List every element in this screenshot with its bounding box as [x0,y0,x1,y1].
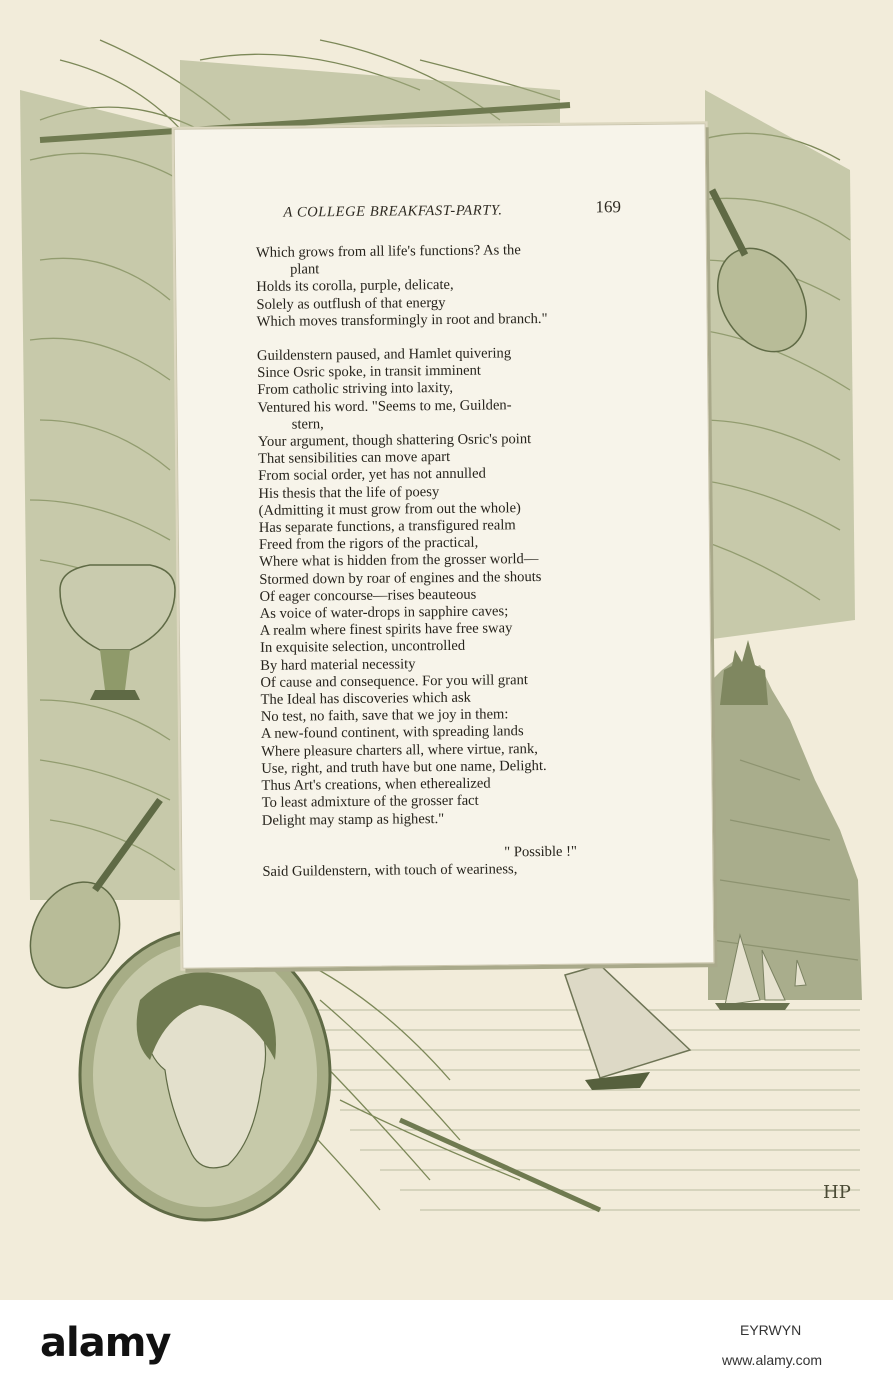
verse-line: Of eager concourse—rises beauteous [259,586,477,605]
engraver-monogram: HP [823,1182,851,1203]
text-panel [174,123,715,969]
site-url[interactable]: www.alamy.com [722,1352,823,1368]
verse-line: Where what is hidden from the grosser world— [259,551,539,571]
verse-line: Solely as outflush of that energy [256,294,446,313]
verse-line: plant [290,261,320,278]
verse-line: (Admitting it must grow from out the whole) [258,500,521,519]
verse-line: Of cause and consequence. For you will grant [260,672,528,691]
verse-line: A new-found continent, with spreading lands [260,723,524,743]
castle-on-cliff-illustration [708,640,862,1000]
verse-line: Delight may stamp as highest." [261,810,445,829]
verse-line: Said Guildenstern, with touch of weariness, [262,861,518,880]
verse-line: Where pleasure charters all, where virtue, rank, [261,740,538,760]
verse-line: A realm where finest spirits have free sway [259,620,513,640]
verse-line: To least admixture of the grosser fact [261,792,479,812]
verse-line: Which grows from all life's functions? As the [255,242,521,261]
verse-line: Use, right, and truth have but one name, Delight. [261,757,547,777]
verse-line: " Possible !" [504,843,578,861]
running-head: A COLLEGE BREAKFAST-PARTY. [283,202,503,221]
verse-line: By hard material necessity [260,655,416,674]
verse-line: His thesis that the life of poesy [258,483,440,502]
image-id: EYRWYN [740,1322,802,1338]
verse-line: That sensibilities can move apart [257,449,451,468]
verse-line: Ventured his word. "Seems to me, Guilden- [257,396,512,416]
verse-line: From social order, yet has not annulled [258,465,486,485]
verse-line: Has separate functions, a transfigured realm [258,517,516,536]
verse-line: Stormed down by roar of engines and the shouts [259,568,542,588]
verse-line: Thus Art's creations, when etherealized [261,775,491,795]
verse-line: Freed from the rigors of the practical, [258,534,479,554]
verse-line: No test, no faith, save that we joy in them: [260,706,509,726]
alamy-logo[interactable]: alamy [40,1320,171,1366]
verse-line: As voice of water-drops in sapphire caves; [259,603,509,622]
verse-line: The Ideal has discoveries which ask [260,689,472,709]
verse-line: In exquisite selection, uncontrolled [259,638,466,657]
verse-line: Holds its corolla, purple, delicate, [256,277,454,296]
verse-text [256,241,653,881]
verse-line: Your argument, though shattering Osric's point [257,431,532,450]
sea-water [300,1010,860,1210]
verse-line: stern, [291,416,324,433]
woman-portrait-medallion [80,930,330,1220]
page-number: 169 [595,197,622,217]
verse-line: Since Osric spoke, in transit imminent [257,362,482,382]
verse-line: Guildenstern paused, and Hamlet quivering [256,345,512,364]
verse-line: Which moves transformingly in root and branch." [256,310,548,330]
verse-line: From catholic striving into laxity, [257,380,454,399]
